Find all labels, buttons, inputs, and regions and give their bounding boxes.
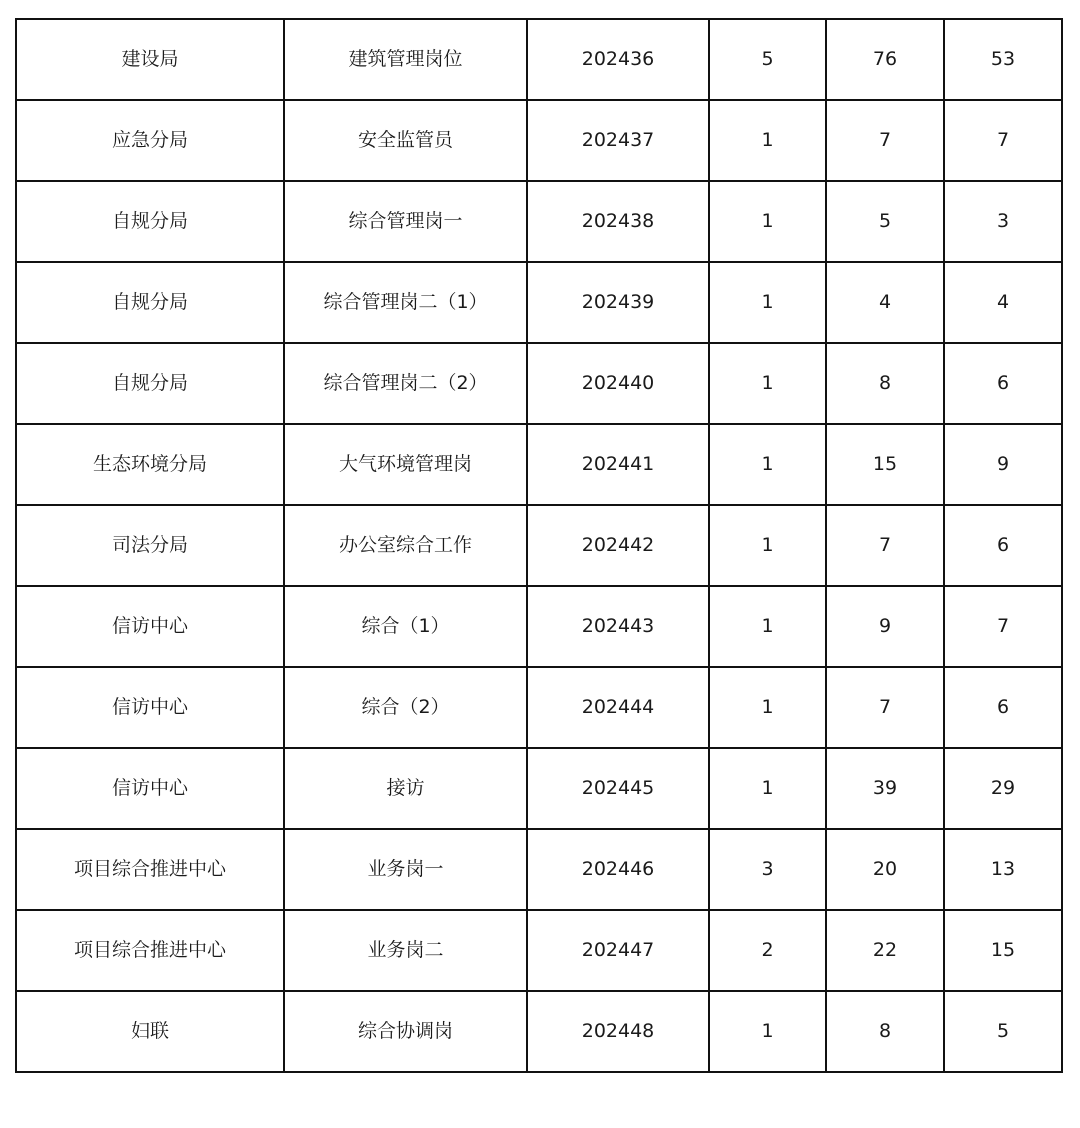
dept-cell: 项目综合推进中心 bbox=[16, 910, 284, 991]
dept-cell: 司法分局 bbox=[16, 505, 284, 586]
applicants-cell: 7 bbox=[826, 667, 944, 748]
post-cell: 综合管理岗二（2） bbox=[284, 343, 527, 424]
quota-cell: 1 bbox=[709, 667, 826, 748]
qualified-cell: 3 bbox=[944, 181, 1062, 262]
dept-cell: 信访中心 bbox=[16, 748, 284, 829]
quota-cell: 1 bbox=[709, 586, 826, 667]
qualified-cell: 6 bbox=[944, 505, 1062, 586]
post-cell: 综合（1） bbox=[284, 586, 527, 667]
table-row bbox=[16, 100, 1062, 181]
code-cell: 202444 bbox=[527, 667, 709, 748]
dept-cell: 建设局 bbox=[16, 19, 284, 100]
quota-cell: 1 bbox=[709, 424, 826, 505]
post-cell: 业务岗一 bbox=[284, 829, 527, 910]
code-cell: 202447 bbox=[527, 910, 709, 991]
quota-cell: 1 bbox=[709, 748, 826, 829]
dept-cell: 信访中心 bbox=[16, 667, 284, 748]
post-cell: 综合管理岗二（1） bbox=[284, 262, 527, 343]
applicants-cell: 22 bbox=[826, 910, 944, 991]
code-cell: 202445 bbox=[527, 748, 709, 829]
post-cell: 接访 bbox=[284, 748, 527, 829]
applicants-cell: 8 bbox=[826, 991, 944, 1072]
post-cell: 建筑管理岗位 bbox=[284, 19, 527, 100]
post-cell: 安全监管员 bbox=[284, 100, 527, 181]
code-cell: 202442 bbox=[527, 505, 709, 586]
post-cell: 综合协调岗 bbox=[284, 991, 527, 1072]
qualified-cell: 7 bbox=[944, 100, 1062, 181]
qualified-cell: 53 bbox=[944, 19, 1062, 100]
dept-cell: 自规分局 bbox=[16, 181, 284, 262]
dept-cell: 自规分局 bbox=[16, 343, 284, 424]
quota-cell: 1 bbox=[709, 100, 826, 181]
qualified-cell: 9 bbox=[944, 424, 1062, 505]
code-cell: 202436 bbox=[527, 19, 709, 100]
applicants-cell: 5 bbox=[826, 181, 944, 262]
dept-cell: 妇联 bbox=[16, 991, 284, 1072]
table-row bbox=[16, 667, 1062, 748]
applicants-cell: 4 bbox=[826, 262, 944, 343]
post-cell: 办公室综合工作 bbox=[284, 505, 527, 586]
table-row bbox=[16, 343, 1062, 424]
table-row bbox=[16, 262, 1062, 343]
table-row bbox=[16, 424, 1062, 505]
applicants-cell: 15 bbox=[826, 424, 944, 505]
post-cell: 综合（2） bbox=[284, 667, 527, 748]
code-cell: 202437 bbox=[527, 100, 709, 181]
quota-cell: 1 bbox=[709, 343, 826, 424]
dept-cell: 应急分局 bbox=[16, 100, 284, 181]
qualified-cell: 4 bbox=[944, 262, 1062, 343]
applicants-cell: 20 bbox=[826, 829, 944, 910]
quota-cell: 5 bbox=[709, 19, 826, 100]
quota-cell: 1 bbox=[709, 181, 826, 262]
code-cell: 202443 bbox=[527, 586, 709, 667]
code-cell: 202448 bbox=[527, 991, 709, 1072]
quota-cell: 3 bbox=[709, 829, 826, 910]
qualified-cell: 6 bbox=[944, 343, 1062, 424]
table-row bbox=[16, 19, 1062, 100]
applicants-cell: 39 bbox=[826, 748, 944, 829]
code-cell: 202440 bbox=[527, 343, 709, 424]
applicants-cell: 7 bbox=[826, 100, 944, 181]
applicants-cell: 8 bbox=[826, 343, 944, 424]
dept-cell: 项目综合推进中心 bbox=[16, 829, 284, 910]
table-row bbox=[16, 505, 1062, 586]
post-cell: 综合管理岗一 bbox=[284, 181, 527, 262]
code-cell: 202446 bbox=[527, 829, 709, 910]
dept-cell: 信访中心 bbox=[16, 586, 284, 667]
post-cell: 业务岗二 bbox=[284, 910, 527, 991]
code-cell: 202439 bbox=[527, 262, 709, 343]
quota-cell: 1 bbox=[709, 505, 826, 586]
table-row bbox=[16, 829, 1062, 910]
table-row bbox=[16, 910, 1062, 991]
positions-table bbox=[15, 18, 1063, 1073]
applicants-cell: 9 bbox=[826, 586, 944, 667]
code-cell: 202438 bbox=[527, 181, 709, 262]
qualified-cell: 7 bbox=[944, 586, 1062, 667]
qualified-cell: 5 bbox=[944, 991, 1062, 1072]
positions-table-body bbox=[16, 19, 1062, 1072]
applicants-cell: 76 bbox=[826, 19, 944, 100]
table-row bbox=[16, 181, 1062, 262]
table-row bbox=[16, 586, 1062, 667]
qualified-cell: 15 bbox=[944, 910, 1062, 991]
post-cell: 大气环境管理岗 bbox=[284, 424, 527, 505]
qualified-cell: 13 bbox=[944, 829, 1062, 910]
dept-cell: 自规分局 bbox=[16, 262, 284, 343]
qualified-cell: 29 bbox=[944, 748, 1062, 829]
quota-cell: 1 bbox=[709, 262, 826, 343]
applicants-cell: 7 bbox=[826, 505, 944, 586]
code-cell: 202441 bbox=[527, 424, 709, 505]
dept-cell: 生态环境分局 bbox=[16, 424, 284, 505]
quota-cell: 2 bbox=[709, 910, 826, 991]
table-row bbox=[16, 991, 1062, 1072]
quota-cell: 1 bbox=[709, 991, 826, 1072]
qualified-cell: 6 bbox=[944, 667, 1062, 748]
table-row bbox=[16, 748, 1062, 829]
